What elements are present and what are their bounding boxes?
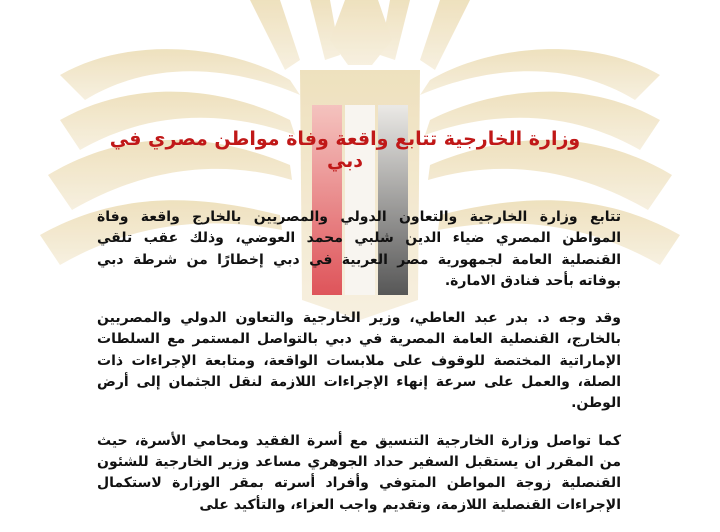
paragraph: وقد وجه د. بدر عبد العاطي، وزير الخارجية والتعاون الدولي والمصريين بالخارج، القنصلية العامة المصرية في دبي بالتواصل المستمر مع السلطات الإماراتية المختصة للوقوف على ملابسات الواقعة، ومتابعة الإجراءات ذات الصلة، والعمل على سرعة إنهاء الإجراءات اللازمة لنقل الجثمان إلى أرض الوطن. xyxy=(97,310,621,412)
paragraph: كما تواصل وزارة الخارجية التنسيق مع أسرة الفقيد ومحامي الأسرة، حيث من المقرر ان يستقبل السفير حداد الجوهري مساعد وزير الخارجية للشئون القنصلية زوجة المواطن المتوفي وأفراد أسرته بمقر الوزارة لاستكمال الإجراءات القنصلية اللازمة، وتقديم واجب العزاء، والتأكيد على xyxy=(97,432,621,513)
article-body xyxy=(97,207,621,532)
paragraph: تتابع وزارة الخارجية والتعاون الدولي والمصريين بالخارج واقعة وفاة المواطن المصري ضياء الدين شلبي محمد العوضي، وذلك عقب تلقي القنصلية العامة لجمهورية مصر العربية في دبي إخطارًا من شرطة دبي بوفاته بأحد فنادق الامارة. xyxy=(97,209,621,289)
page-title: وزارة الخارجية تتابع واقعة وفاة مواطن مصري في دبي xyxy=(109,128,581,172)
